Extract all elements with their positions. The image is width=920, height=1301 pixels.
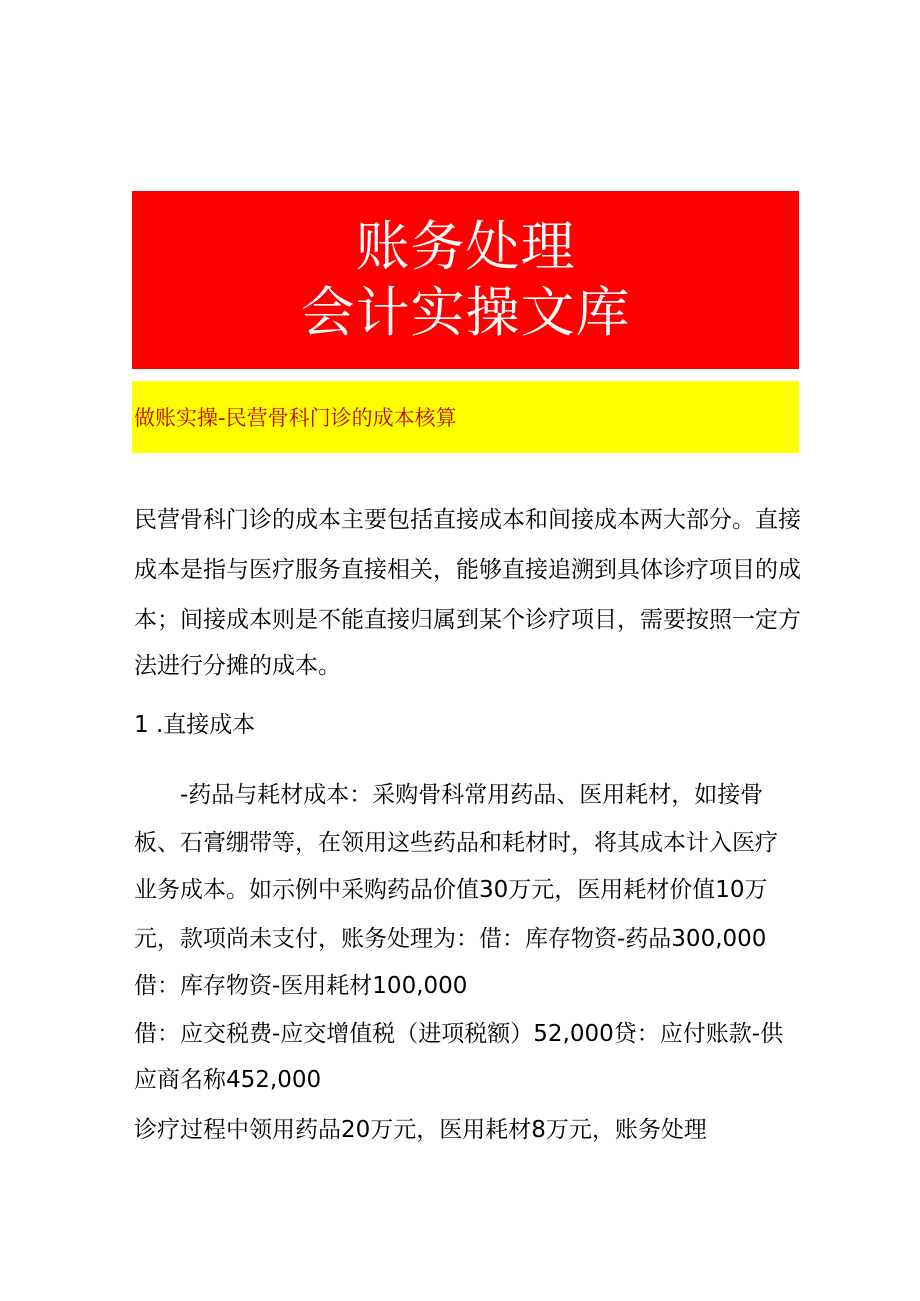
- section1-line-8: 诊疗过程中领用药品20万元，医用耗材8万元，账务处理: [134, 1117, 707, 1143]
- section1-line-1: -药品与耗材成本：采购骨科常用药品、医用耗材，如接骨: [134, 782, 764, 808]
- subtitle-bar: [132, 381, 799, 453]
- section1-line-7: 应商名称452,000: [134, 1067, 322, 1093]
- section1-line-2: 板、石膏绷带等，在领用这些药品和耗材时，将其成本计入医疗: [134, 830, 778, 856]
- intro-line-4: 法进行分摊的成本。: [134, 653, 341, 679]
- document-subtitle: 做账实操-民营骨科门诊的成本核算: [134, 406, 457, 430]
- section1-line-4: 元，款项尚未支付，账务处理为：借：库存物资-药品300,000: [134, 926, 767, 952]
- title-banner: [132, 191, 799, 369]
- section-heading-direct-cost: 1 .直接成本: [134, 712, 256, 738]
- intro-line-2: 成本是指与医疗服务直接相关，能够直接追溯到具体诊疗项目的成: [134, 557, 801, 583]
- banner-title-line-1: 账务处理: [355, 215, 576, 278]
- section1-line-6: 借：应交税费-应交增值税（进项税额）52,000贷：应付账款-供: [134, 1021, 784, 1047]
- intro-line-1: 民营骨科门诊的成本主要包括直接成本和间接成本两大部分。直接: [134, 507, 801, 533]
- section1-line-5: 借：库存物资-医用耗材100,000: [134, 973, 468, 999]
- section1-line-3: 业务成本。如示例中采购药品价值30万元，医用耗材价值10万: [134, 877, 768, 903]
- intro-line-3: 本；间接成本则是不能直接归属到某个诊疗项目，需要按照一定方: [134, 607, 801, 633]
- banner-title-line-2: 会计实操文库: [300, 281, 631, 344]
